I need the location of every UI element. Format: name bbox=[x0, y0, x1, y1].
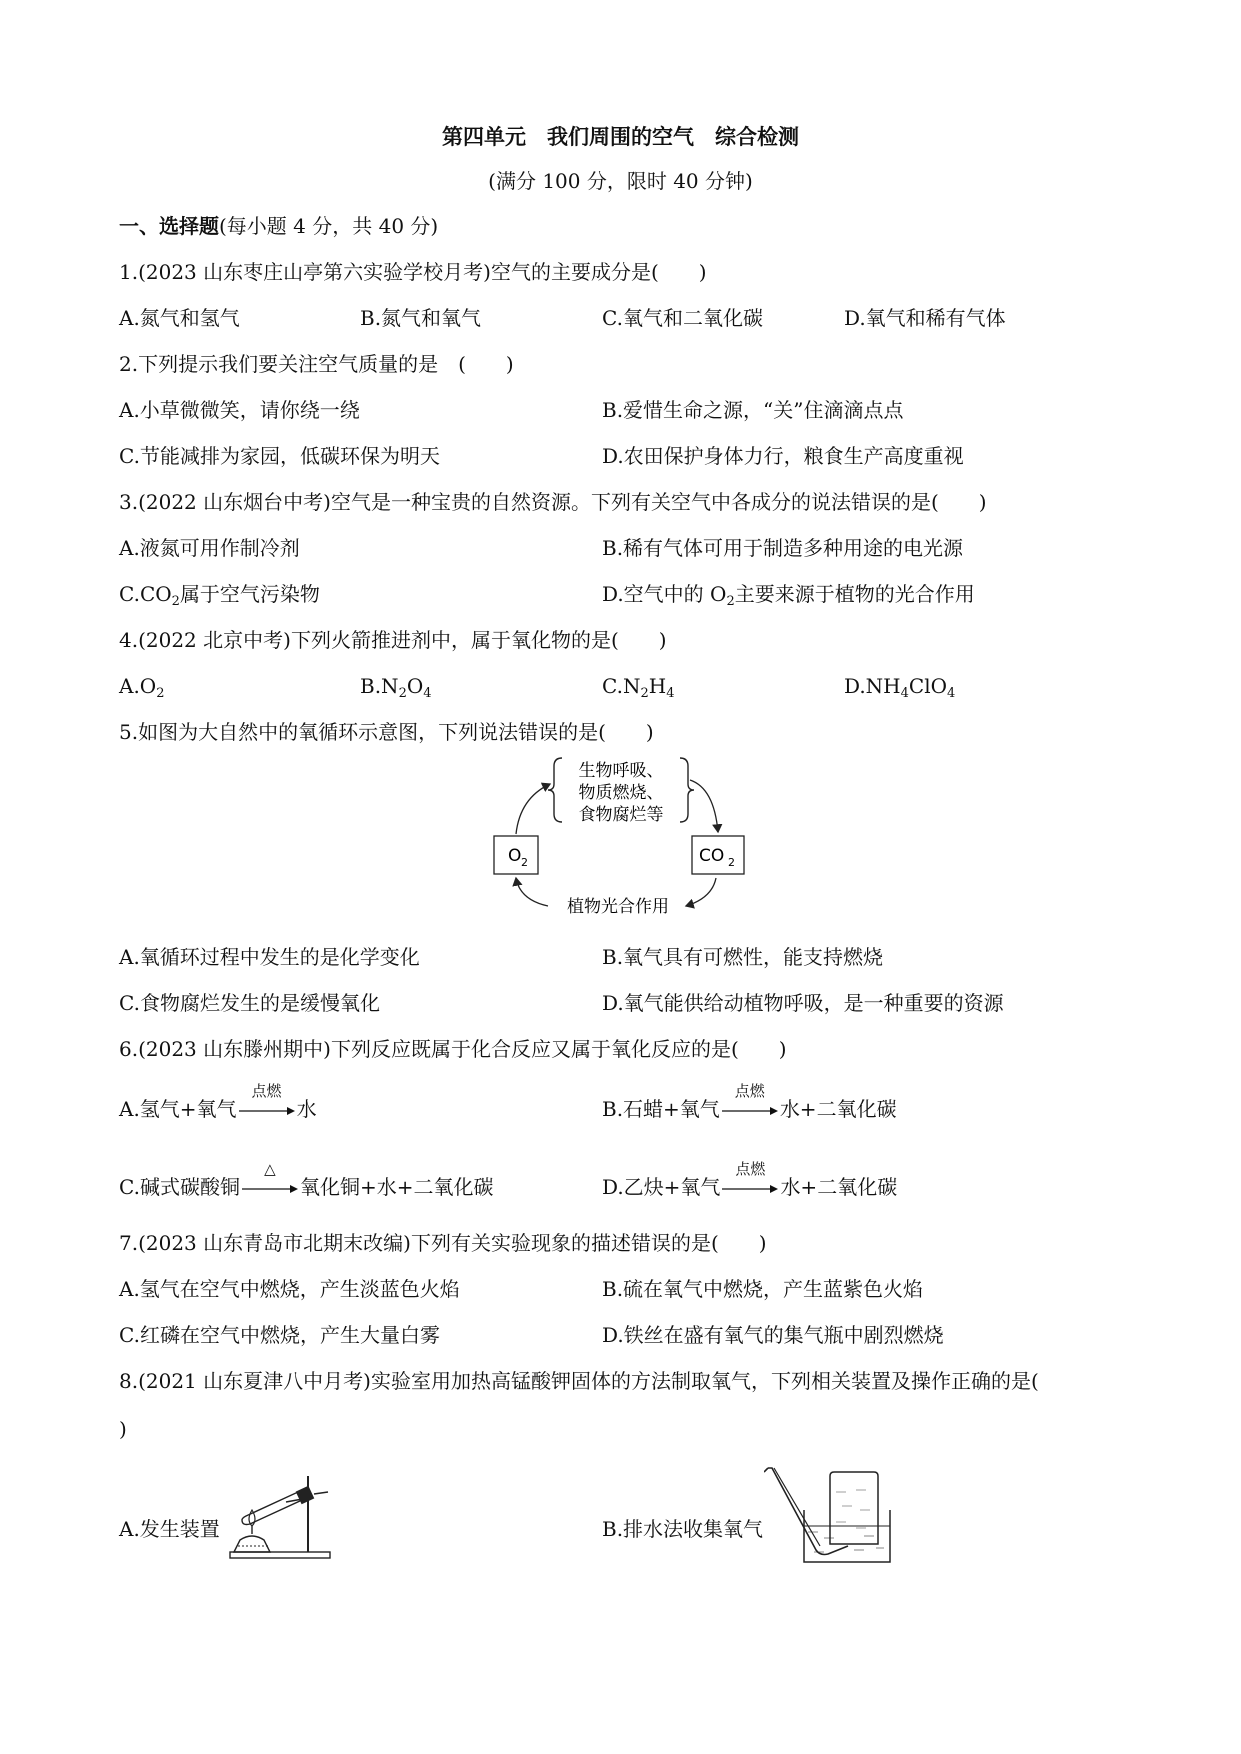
q2-option-b: B.爱惜生命之源，“关”住滴滴点点 bbox=[602, 398, 904, 422]
q4-c-mid: H bbox=[648, 674, 667, 698]
q6-b-condition: 点燃 bbox=[734, 1081, 765, 1100]
q5-option-d: D.氧气能供给动植物呼吸，是一种重要的资源 bbox=[602, 991, 1004, 1015]
q4-option-c bbox=[602, 673, 674, 699]
question-1-stem: 1.(2023 山东枣庄山亭第六实验学校月考)空气的主要成分是( ) bbox=[119, 260, 707, 284]
q6-a-right: 水 bbox=[296, 1097, 317, 1121]
q6-a-condition: 点燃 bbox=[251, 1081, 282, 1100]
section-title: 一、选择题 bbox=[119, 214, 219, 238]
q6-b-right: 水+二氧化碳 bbox=[779, 1097, 897, 1121]
arrow-bottom-to-o2-icon bbox=[516, 878, 548, 906]
o2-box-sub: 2 bbox=[521, 856, 528, 869]
question-7-stem: 7.(2023 山东青岛市北期末改编)下列有关实验现象的描述错误的是( ) bbox=[119, 1231, 767, 1255]
question-8-stem-cont: ) bbox=[119, 1417, 127, 1441]
diagram-bottom-label: 植物光合作用 bbox=[567, 897, 669, 917]
arrow-co2-to-bottom-icon bbox=[686, 878, 716, 906]
oxygen-cycle-svg bbox=[480, 748, 780, 924]
q4-c-sub2: 4 bbox=[666, 686, 675, 701]
q2-option-c: C.节能减排为家园，低碳环保为明天 bbox=[119, 444, 440, 468]
q4-c-pre: C.N bbox=[602, 674, 641, 698]
q3-option-b: B.稀有气体可用于制造多种用途的电光源 bbox=[602, 536, 964, 560]
heating-apparatus-icon bbox=[228, 1472, 338, 1562]
o2-box-label: O bbox=[508, 846, 522, 866]
q4-d-sub2: 4 bbox=[947, 686, 956, 701]
diagram-top-line-3: 食物腐烂等 bbox=[578, 805, 664, 825]
page-title: 第四单元 我们周围的空气 综合检测 bbox=[442, 124, 799, 149]
diagram-top-line-1: 生物呼吸、 bbox=[578, 761, 664, 781]
q4-option-a bbox=[119, 673, 164, 699]
q6-c-right: 氧化铜+水+二氧化碳 bbox=[299, 1175, 494, 1199]
q8-option-b: B.排水法收集氧气 bbox=[602, 1517, 764, 1541]
q6-d-left: D.乙炔+氧气 bbox=[602, 1175, 721, 1199]
q3-option-d-post: 主要来源于植物的光合作用 bbox=[734, 582, 975, 606]
q5-option-a: A.氧循环过程中发生的是化学变化 bbox=[119, 945, 420, 969]
co2-box-label: CO bbox=[699, 846, 725, 866]
q7-option-a: A.氢气在空气中燃烧，产生淡蓝色火焰 bbox=[119, 1277, 460, 1301]
q3-option-d-sub: 2 bbox=[726, 594, 735, 609]
left-brace-icon bbox=[548, 758, 562, 822]
q6-b-arrow bbox=[722, 1081, 778, 1121]
q4-c-sub1: 2 bbox=[640, 686, 649, 701]
q6-d-right: 水+二氧化碳 bbox=[780, 1175, 898, 1199]
q4-d-sub1: 4 bbox=[900, 686, 909, 701]
q4-option-d bbox=[844, 673, 955, 699]
q3-option-c-sub: 2 bbox=[171, 594, 180, 609]
q4-option-b bbox=[360, 673, 432, 699]
q4-b-sub1: 2 bbox=[398, 686, 407, 701]
page-subtitle: (满分 100 分，限时 40 分钟) bbox=[488, 169, 753, 193]
q6-a-left: A.氢气+氧气 bbox=[119, 1097, 237, 1121]
q4-d-mid: ClO bbox=[908, 674, 948, 698]
q7-option-d: D.铁丝在盛有氧气的集气瓶中剧烈燃烧 bbox=[602, 1323, 944, 1347]
q6-d-arrow bbox=[722, 1159, 778, 1199]
q7-option-b: B.硫在氧气中燃烧，产生蓝紫色火焰 bbox=[602, 1277, 924, 1301]
reaction-arrow-icon bbox=[242, 1183, 298, 1195]
q3-option-c bbox=[119, 581, 320, 607]
q1-option-b: B.氮气和氧气 bbox=[360, 306, 482, 330]
question-4-stem: 4.(2022 北京中考)下列火箭推进剂中，属于氧化物的是( ) bbox=[119, 628, 667, 652]
co2-box-sub: 2 bbox=[728, 856, 735, 869]
q6-c-left: C.碱式碳酸铜 bbox=[119, 1175, 240, 1199]
q5-option-b: B.氧气具有可燃性，能支持燃烧 bbox=[602, 945, 884, 969]
section-heading bbox=[119, 213, 438, 239]
diagram-top-line-2: 物质燃烧、 bbox=[578, 783, 664, 803]
q1-option-d: D.氧气和稀有气体 bbox=[844, 306, 1006, 330]
q4-d-pre: D.NH bbox=[844, 674, 901, 698]
q2-option-d: D.农田保护身体力行，粮食生产高度重视 bbox=[602, 444, 964, 468]
q1-option-c: C.氧气和二氧化碳 bbox=[602, 306, 763, 330]
q6-option-c bbox=[119, 1159, 494, 1200]
question-3-stem: 3.(2022 山东烟台中考)空气是一种宝贵的自然资源。下列有关空气中各成分的说法错误的是( ) bbox=[119, 490, 987, 514]
q7-option-c: C.红磷在空气中燃烧，产生大量白雾 bbox=[119, 1323, 440, 1347]
arrow-o2-to-top-icon bbox=[516, 784, 550, 834]
q3-option-d-pre: D.空气中的 O bbox=[602, 582, 727, 606]
water-collection-apparatus-icon bbox=[764, 1466, 894, 1566]
q6-c-condition: △ bbox=[264, 1159, 276, 1178]
q6-d-condition: 点燃 bbox=[735, 1159, 766, 1178]
q6-a-arrow bbox=[239, 1081, 295, 1121]
q6-c-arrow bbox=[242, 1159, 298, 1199]
q4-b-pre: B.N bbox=[360, 674, 399, 698]
q6-option-a bbox=[119, 1081, 317, 1122]
reaction-arrow-icon bbox=[722, 1183, 778, 1195]
q2-option-a: A.小草微微笑，请你绕一绕 bbox=[119, 398, 360, 422]
question-2-stem: 2.下列提示我们要关注空气质量的是 ( ) bbox=[119, 352, 514, 376]
question-5-stem: 5.如图为大自然中的氧循环示意图，下列说法错误的是( ) bbox=[119, 720, 654, 744]
q3-option-d bbox=[602, 581, 975, 607]
question-8-stem: 8.(2021 山东夏津八中月考)实验室用加热高锰酸钾固体的方法制取氧气，下列相关装置及操作正确的是( bbox=[119, 1369, 1039, 1393]
q3-option-c-post: 属于空气污染物 bbox=[179, 582, 320, 606]
reaction-arrow-icon bbox=[722, 1105, 778, 1117]
oxygen-cycle-diagram bbox=[480, 748, 780, 924]
arrow-top-to-co2-icon bbox=[690, 780, 718, 832]
q6-option-b bbox=[602, 1081, 897, 1122]
q4-a-sub: 2 bbox=[156, 686, 165, 701]
q3-option-c-pre: C.CO bbox=[119, 582, 172, 606]
reaction-arrow-icon bbox=[239, 1105, 295, 1117]
q6-b-left: B.石蜡+氧气 bbox=[602, 1097, 720, 1121]
section-note: (每小题 4 分，共 40 分) bbox=[219, 214, 439, 238]
q4-a-pre: A.O bbox=[119, 674, 157, 698]
q6-option-d bbox=[602, 1159, 898, 1200]
q1-option-a: A.氮气和氢气 bbox=[119, 306, 240, 330]
q4-b-mid: O bbox=[406, 674, 424, 698]
q8-option-a: A.发生装置 bbox=[119, 1517, 220, 1541]
q3-option-a: A.液氮可用作制冷剂 bbox=[119, 536, 300, 560]
right-brace-icon bbox=[680, 758, 694, 822]
q5-option-c: C.食物腐烂发生的是缓慢氧化 bbox=[119, 991, 380, 1015]
question-6-stem: 6.(2023 山东滕州期中)下列反应既属于化合反应又属于氧化反应的是( ) bbox=[119, 1037, 787, 1061]
q4-b-sub2: 4 bbox=[423, 686, 432, 701]
